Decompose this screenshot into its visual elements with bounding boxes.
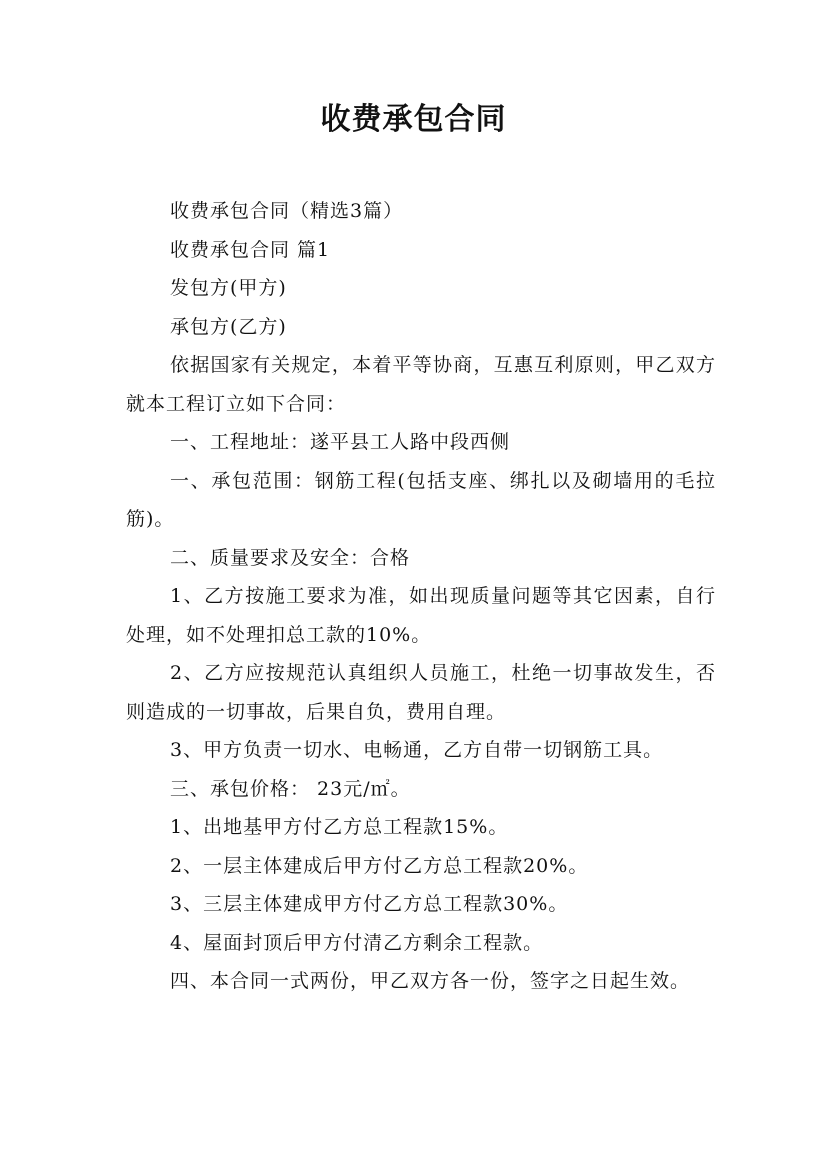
paragraph-party-b: 承包方(乙方) [170,315,287,338]
paragraph-subtitle: 收费承包合同（精选3篇） [170,200,404,222]
paragraph-payment-item-1: 1、出地基甲方付乙方总工程款15%。 [170,816,509,838]
paragraph-quality-item-3: 3、甲方负责一切水、电畅通，乙方自带一切钢筋工具。 [170,739,664,761]
document-title: 收费承包合同 [320,102,507,137]
paragraph-payment-item-4: 4、屋面封顶后甲方付清乙方剩余工程款。 [170,931,544,954]
paragraph-preamble: 依据国家有关规定，本着平等协商，互惠互利原则，甲乙双方就本工程订立如下合同： [126,354,716,415]
paragraph-payment-item-2: 2、一层主体建成后甲方付乙方总工程款20%。 [170,854,589,877]
paragraph-party-a: 发包方(甲方) [170,277,287,299]
paragraph-quality-item-1: 1、乙方按施工要求为准，如出现质量问题等其它因素，自行处理，如不处理扣总工款的10%。 [126,585,716,646]
document-body [126,192,716,1001]
paragraph-payment-item-3: 3、三层主体建成甲方付乙方总工程款30%。 [170,893,569,915]
paragraph-quality-item-2: 2、乙方应按规范认真组织人员施工，杜绝一切事故发生，否则造成的一切事故，后果自负，费用自理。 [126,662,716,723]
paragraph-contract-copies: 四、本合同一式两份，甲乙双方各一份，签字之日起生效。 [170,970,691,992]
paragraph-section-heading: 收费承包合同 篇1 [170,238,331,261]
paragraph-contract-price: 三、承包价格： 23元/㎡。 [170,777,411,800]
paragraph-contract-scope: 一、承包范围：钢筋工程(包括支座、绑扎以及砌墙用的毛拉筋)。 [126,469,716,530]
paragraph-project-address: 一、工程地址：遂平县工人路中段西侧 [170,431,511,453]
paragraph-quality-safety: 二、质量要求及安全：合格 [170,546,411,569]
